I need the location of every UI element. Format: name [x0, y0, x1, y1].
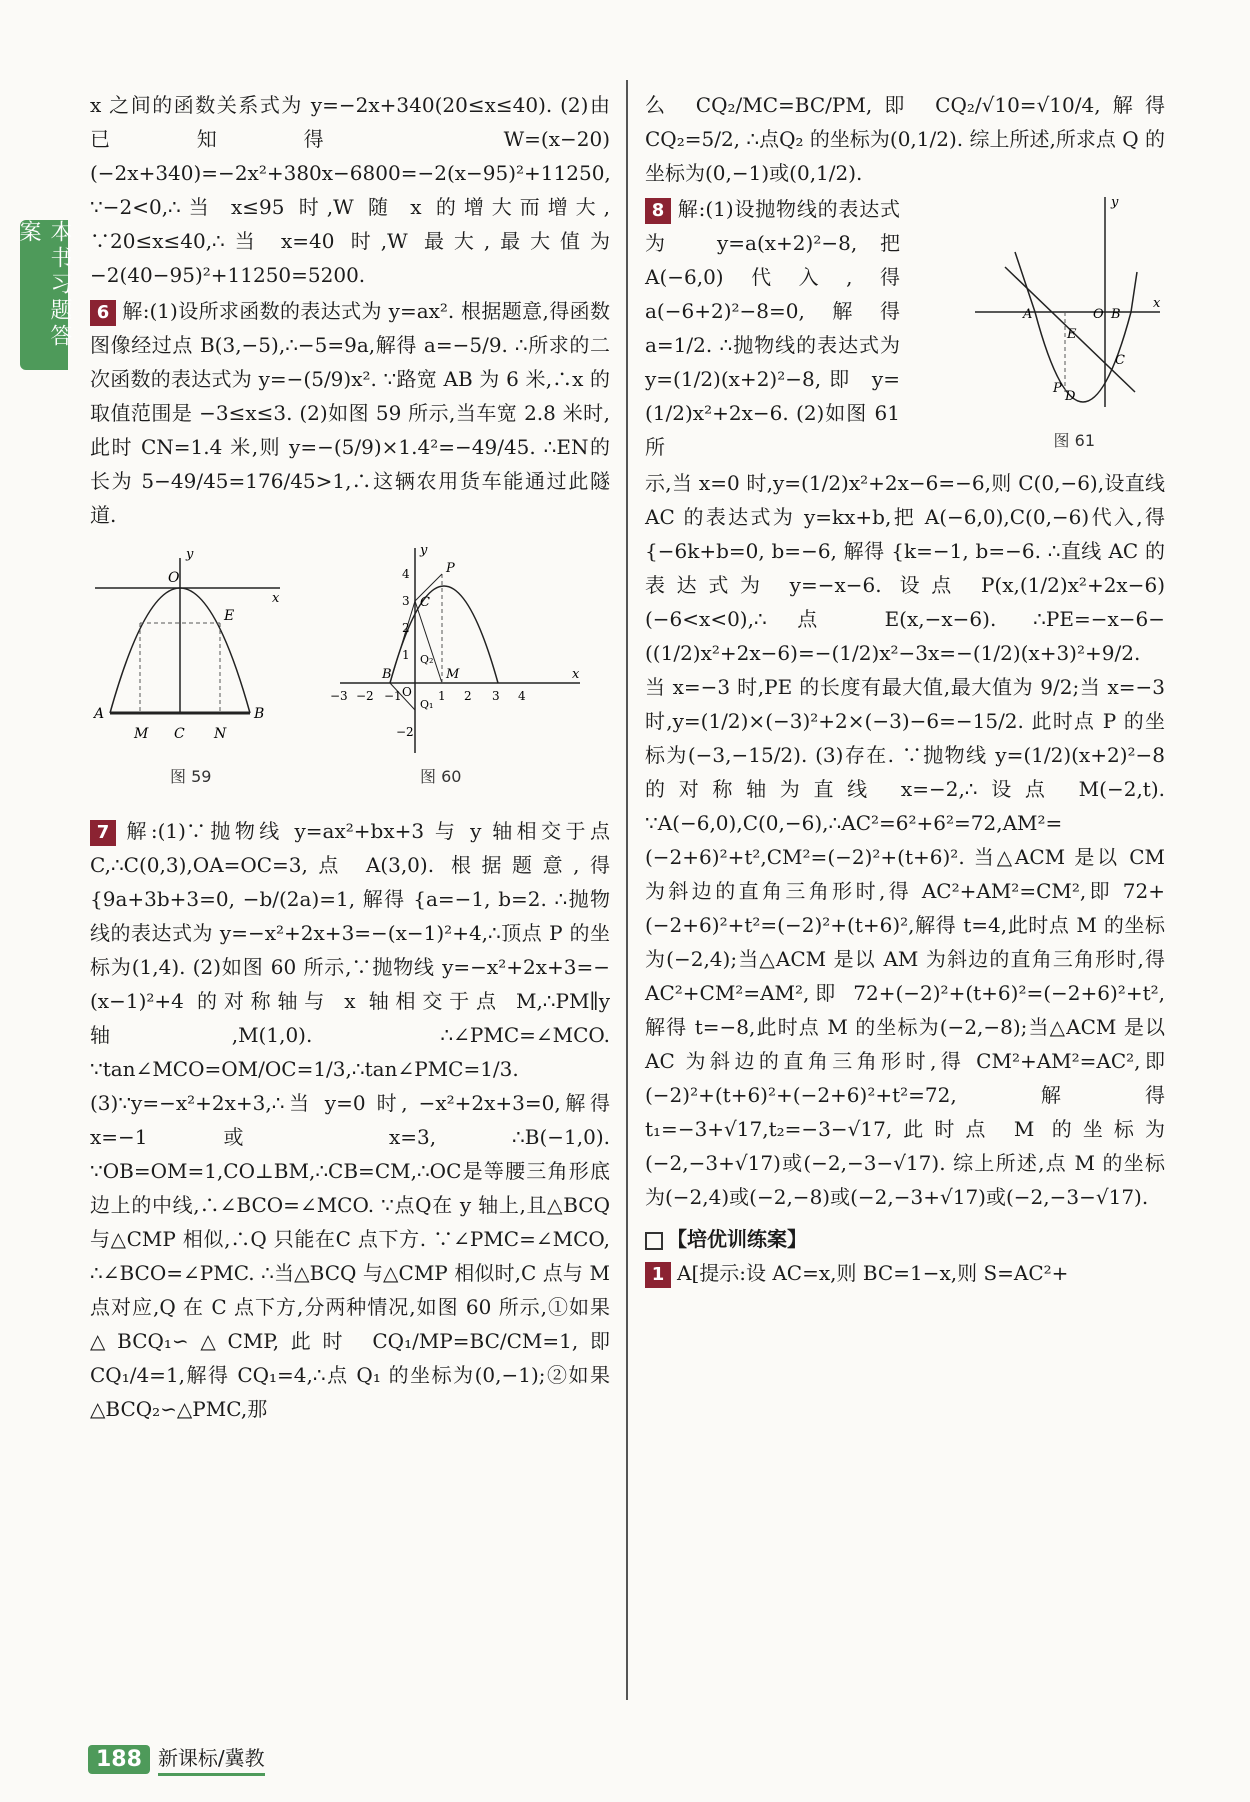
- svg-text:3: 3: [402, 594, 410, 608]
- footer: [88, 1742, 265, 1776]
- svg-text:4: 4: [518, 689, 526, 703]
- training-header-label: 【培优训练案】: [667, 1227, 807, 1251]
- q6-paragraph: [90, 294, 610, 532]
- left-p1: x 之间的函数关系式为 y=−2x+340(20≤x≤40). (2)由已知得 W=(x−20)(−2x+340)=−2x²+380x−6800=−2(x−95)²+11250, ∵−2<0,∴当 x≤95 时,W 随 x 的增大而增大, ∵20≤x≤40,∴当 x=40 时,W 最大,最大值为 −2(40−95)²+11250=5200.: [90, 93, 611, 287]
- svg-text:C: C: [420, 595, 430, 610]
- svg-text:x: x: [272, 591, 280, 606]
- q7-text: 解:(1)∵抛物线 y=ax²+bx+3 与 y 轴相交于点 C,∴C(0,3),OA=OC=3,点 A(3,0). 根据题意,得 {9a+3b+3=0, −b/(2a)=1, 解得 {a=−1, b=2. ∴抛物线的表达式为 y=−x²+2x+3=−(x−1)²+4,∴顶点 P 的坐标为(1,4). (2)如图 60 所示,∵抛物线 y=−x²+2x+3=−(x−1)²+4 的对称轴与 x 轴相交于点 M,∴PM∥y 轴,M(1,0). ∴∠PMC=∠MCO. ∵tan∠MCO=OM/OC=1/3,∴tan∠PMC=1/3. (3)∵y=−x²+2x+3,∴当 y=0 时, −x²+2x+3=0,解得 x=−1 或 x=3, ∴B(−1,0). ∵OB=OM=1,CO⊥BM,∴CB=CM,∴OC是等腰三角形底边上的中线,∴∠BCO=∠MCO. ∵点Q在 y 轴上,且△BCQ 与△CMP 相似,∴Q 只能在C 点下方. ∵∠PMC=∠MCO, ∴∠BCO=∠PMC. ∴当△BCQ 与△CMP 相似时,C 点与 M 点对应,Q 在 C 点下方,分两种情况,如图 60 所示,①如果△BCQ₁∽△CMP,此时 CQ₁/MP=BC/CM=1,即 CQ₁/4=1,解得 CQ₁=4,∴点 Q₁ 的坐标为(0,−1);②如果△BCQ₂∽△PMC,那: [90, 819, 610, 1421]
- svg-text:1: 1: [402, 648, 410, 662]
- svg-text:C: C: [1115, 353, 1125, 368]
- page-number: 188: [88, 1745, 150, 1774]
- svg-text:M: M: [134, 726, 149, 742]
- svg-text:Q₂: Q₂: [420, 653, 434, 666]
- figure-59-caption: 图 59: [170, 767, 212, 786]
- svg-text:E: E: [1067, 327, 1077, 342]
- series-label: 新课标/冀教: [158, 1742, 265, 1776]
- svg-text:B: B: [382, 667, 392, 682]
- svg-text:x: x: [1153, 296, 1161, 311]
- svg-text:B: B: [1111, 307, 1121, 322]
- svg-text:−2: −2: [396, 725, 414, 739]
- svg-text:O: O: [402, 685, 412, 699]
- q8-number: 8: [645, 198, 671, 224]
- t1-paragraph: [645, 1256, 1165, 1290]
- checkbox-icon: [645, 1232, 663, 1250]
- svg-text:1: 1: [438, 689, 446, 703]
- figure-60: [330, 538, 590, 768]
- left-column: [90, 88, 610, 1428]
- right-column: [645, 88, 1165, 1292]
- svg-text:2: 2: [402, 621, 410, 635]
- svg-text:2: 2: [464, 689, 472, 703]
- svg-text:E: E: [224, 608, 235, 624]
- svg-text:y: y: [186, 547, 194, 562]
- svg-text:−3: −3: [330, 689, 348, 703]
- q6-number: 6: [90, 300, 116, 326]
- svg-text:A: A: [1023, 307, 1033, 322]
- q8-text-a: 解:(1)设抛物线的表达式为 y=a(x+2)²−8,把 A(−6,0)代入,得 a(−6+2)²−8=0,解得 a=1/2. ∴抛物线的表达式为 y=(1/2)(x+2)²−8,即 y=(1/2)x²+2x−6. (2)如图 61 所: [645, 197, 900, 459]
- q6-text: 解:(1)设所求函数的表达式为 y=ax². 根据题意,得函数图像经过点 B(3,−5),∴−5=9a,解得 a=−5/9. ∴所求的二次函数的表达式为 y=−(5/9)x². ∵路宽 AB 为 6 米,∴x 的取值范围是 −3≤x≤3. (2)如图 59 所示,当车宽 2.8 米时,此时 CN=1.4 米,则 y=−(5/9)×1.4²=−49/45. ∴EN的长为 5−49/45=176/45>1,∴这辆农用货车能通过此隧道.: [90, 299, 610, 527]
- right-p1: 么 CQ₂/MC=BC/PM,即 CQ₂/√10=√10/4,解得 CQ₂=5/2, ∴点Q₂ 的坐标为(0,1/2). 综上所述,所求点 Q 的坐标为(0,−1)或(0,1/2).: [645, 93, 1165, 185]
- svg-text:C: C: [174, 726, 185, 742]
- svg-text:D: D: [1065, 389, 1076, 404]
- svg-text:3: 3: [492, 689, 500, 703]
- figure-59: [90, 538, 290, 768]
- q7-number: 7: [90, 820, 116, 846]
- t1-text: A[提示:设 AC=x,则 BC=1−x,则 S=AC²+: [677, 1261, 1069, 1285]
- svg-text:O: O: [168, 570, 180, 586]
- svg-text:Q₁: Q₁: [420, 698, 434, 711]
- side-tab: 本书习题答案: [20, 220, 68, 370]
- figures-59-60: [90, 538, 610, 808]
- svg-text:4: 4: [402, 567, 410, 581]
- column-divider: [626, 80, 628, 1700]
- svg-text:P: P: [446, 561, 455, 576]
- training-header: [645, 1222, 1165, 1256]
- svg-text:−1: −1: [384, 689, 402, 703]
- figure-61: [965, 192, 1165, 422]
- svg-text:P: P: [1053, 381, 1062, 396]
- q8-paragraph-b: 示,当 x=0 时,y=(1/2)x²+2x−6=−6,则 C(0,−6),设直线 AC 的表达式为 y=kx+b,把 A(−6,0),C(0,−6)代入,得 {−6k+b=0, b=−6, 解得 {k=−1, b=−6. ∴直线 AC 的表达式为 y=−x−6. 设点 P(x,(1/2)x²+2x−6)(−6<x<0),∴点 E(x,−x−6). ∴PE=−x−6−((1/2)x²+2x−6)=−(1/2)x²−3x=−(1/2)(x+3)²+9/2. 当 x=−3 时,PE 的长度有最大值,最大值为 9/2;当 x=−3 时,y=(1/2)×(−3)²+2×(−3)−6=−15/2. 此时点 P 的坐标为(−3,−15/2). (3)存在. ∵抛物线 y=(1/2)(x+2)²−8 的对称轴为直线 x=−2,∴设点 M(−2,t). ∵A(−6,0),C(0,−6),∴AC²=6²+6²=72,AM²=(−2+6)²+t²,CM²=(−2)²+(t+6)². 当△ACM 是以 CM 为斜边的直角三角形时,得 AC²+AM²=CM²,即 72+(−2+6)²+t²=(−2)²+(t+6)²,解得 t=4,此时点 M 的坐标为(−2,4);当△ACM 是以 AM 为斜边的直角三角形时,得 AC²+CM²=AM²,即 72+(−2)²+(t+6)²=(−2+6)²+t²,解得 t=−8,此时点 M 的坐标为(−2,−8);当△ACM 是以 AC 为斜边的直角三角形时,得 CM²+AM²=AC²,即(−2)²+(t+6)²+(−2+6)²+t²=72,解得 t₁=−3+√17,t₂=−3−√17,此时点 M 的坐标为(−2,−3+√17)或(−2,−3−√17). 综上所述,点 M 的坐标为(−2,4)或(−2,−8)或(−2,−3+√17)或(−2,−3−√17).: [645, 471, 1165, 1209]
- svg-text:−2: −2: [356, 689, 374, 703]
- svg-text:O: O: [1093, 307, 1104, 322]
- svg-text:N: N: [214, 726, 227, 742]
- svg-text:M: M: [446, 667, 460, 682]
- q8-paragraph-a: [645, 192, 900, 464]
- svg-text:A: A: [94, 706, 105, 722]
- svg-text:y: y: [1111, 195, 1119, 210]
- figure-61-caption: 图 61: [1053, 431, 1095, 450]
- figure-60-caption: 图 60: [420, 767, 462, 786]
- q7-paragraph: [90, 814, 610, 1426]
- svg-text:B: B: [254, 706, 265, 722]
- t1-number: 1: [645, 1262, 671, 1288]
- svg-text:x: x: [572, 667, 580, 682]
- q8-block: [645, 192, 1165, 464]
- svg-text:y: y: [420, 543, 428, 558]
